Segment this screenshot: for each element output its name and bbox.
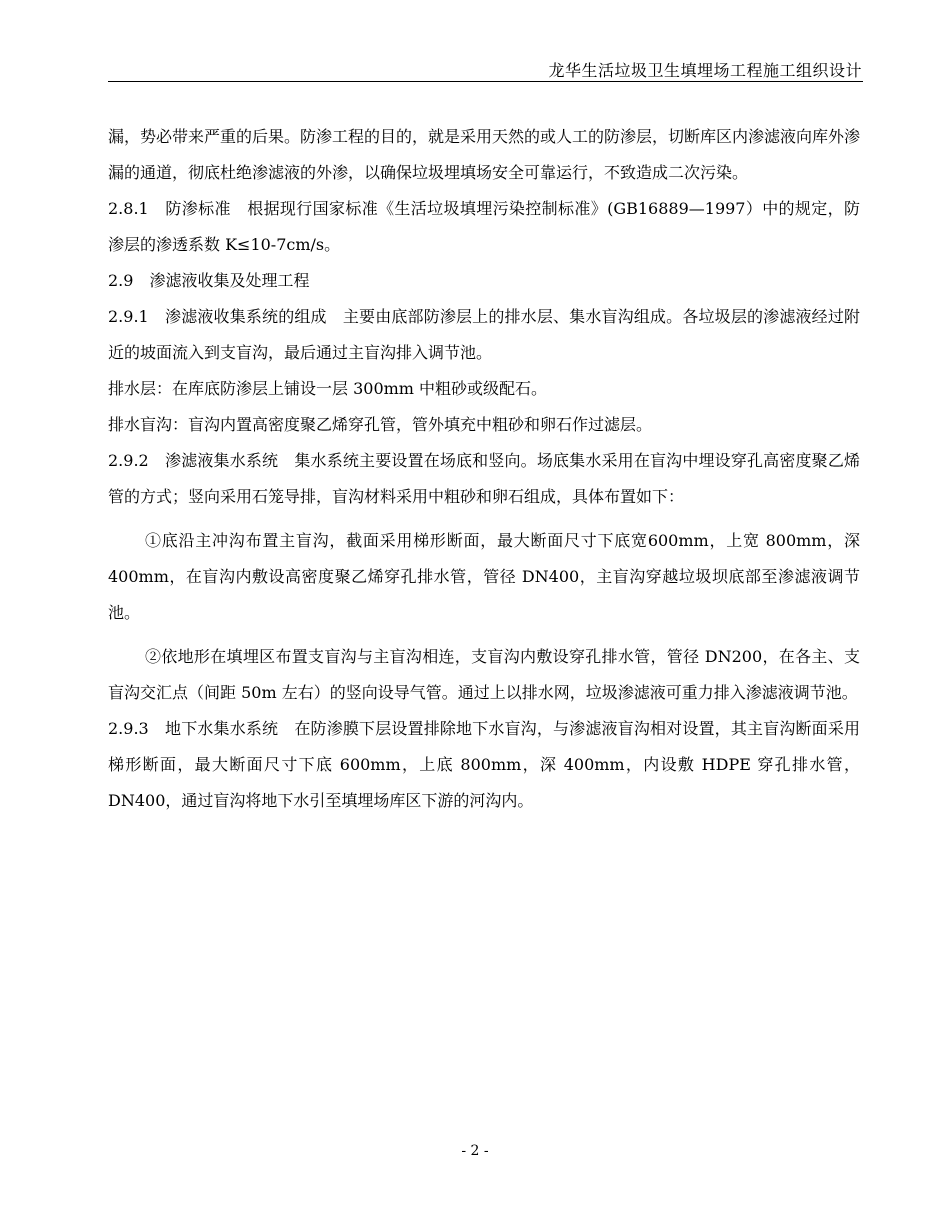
paragraph-drainage-ditch: 排水盲沟：盲沟内置高密度聚乙烯穿孔管，管外填充中粗砂和卵石作过滤层。 bbox=[108, 415, 653, 434]
document-header-title: 龙华生活垃圾卫生填埋场工程施工组织设计 bbox=[548, 61, 862, 80]
section-heading-2-9: 2.9 渗滤液收集及处理工程 bbox=[108, 271, 310, 290]
section-2-9-1: 2.9.1 渗滤液收集系统的组成 主要由底部防渗层上的排水层、集水盲沟组成。各垃圾层的渗滤液经过附近的坡面流入到支盲沟，最后通过主盲沟排入调节池。 bbox=[108, 307, 860, 362]
paragraph-continuation: 漏，势必带来严重的后果。防渗工程的目的，就是采用天然的或人工的防渗层，切断库区内渗滤液向库外渗漏的通道，彻底杜绝渗滤液的外渗，以确保垃圾埋填场安全可靠运行，不致造成二次污染。 bbox=[108, 127, 861, 182]
list-item-branch-ditch: ②依地形在填埋区布置支盲沟与主盲沟相连，支盲沟内敷设穿孔排水管，管径 DN200，在各主、支盲沟交汇点（间距 50m 左右）的竖向设导气管。通过上以排水网，垃圾渗滤液可重力排入渗滤液调节池。 bbox=[108, 647, 860, 702]
list-item-main-ditch: ①底沿主冲沟布置主盲沟，截面采用梯形断面，最大断面尺寸下底宽600mm，上宽 800mm，深 400mm，在盲沟内敷设高密度聚乙烯穿孔排水管，管径 DN400，主盲沟穿越垃圾坝底部至渗滤液调节池。 bbox=[108, 531, 860, 622]
document-body bbox=[108, 119, 860, 819]
page-number: - 2 - bbox=[461, 1143, 489, 1159]
section-2-8-1: 2.8.1 防渗标准 根据现行国家标准《生活垃圾填埋污染控制标准》(GB16889—1997）中的规定，防渗层的渗透系数 K≤10-7cm/s。 bbox=[108, 199, 860, 254]
section-2-9-2: 2.9.2 渗滤液集水系统 集水系统主要设置在场底和竖向。场底集水采用在盲沟中埋设穿孔高密度聚乙烯管的方式；竖向采用石笼导排，盲沟材料采用中粗砂和卵石组成，具体布置如下： bbox=[108, 451, 860, 506]
header-divider bbox=[108, 81, 863, 82]
paragraph-drainage-layer: 排水层：在库底防渗层上铺设一层 300mm 中粗砂或级配石。 bbox=[108, 379, 548, 398]
section-2-9-3: 2.9.3 地下水集水系统 在防渗膜下层设置排除地下水盲沟，与渗滤液盲沟相对设置，其主盲沟断面采用梯形断面，最大断面尺寸下底 600mm，上底 800mm，深 400mm，内设敷 HDPE 穿孔排水管，DN400，通过盲沟将地下水引至填埋场库区下游的河沟内。 bbox=[108, 719, 860, 810]
